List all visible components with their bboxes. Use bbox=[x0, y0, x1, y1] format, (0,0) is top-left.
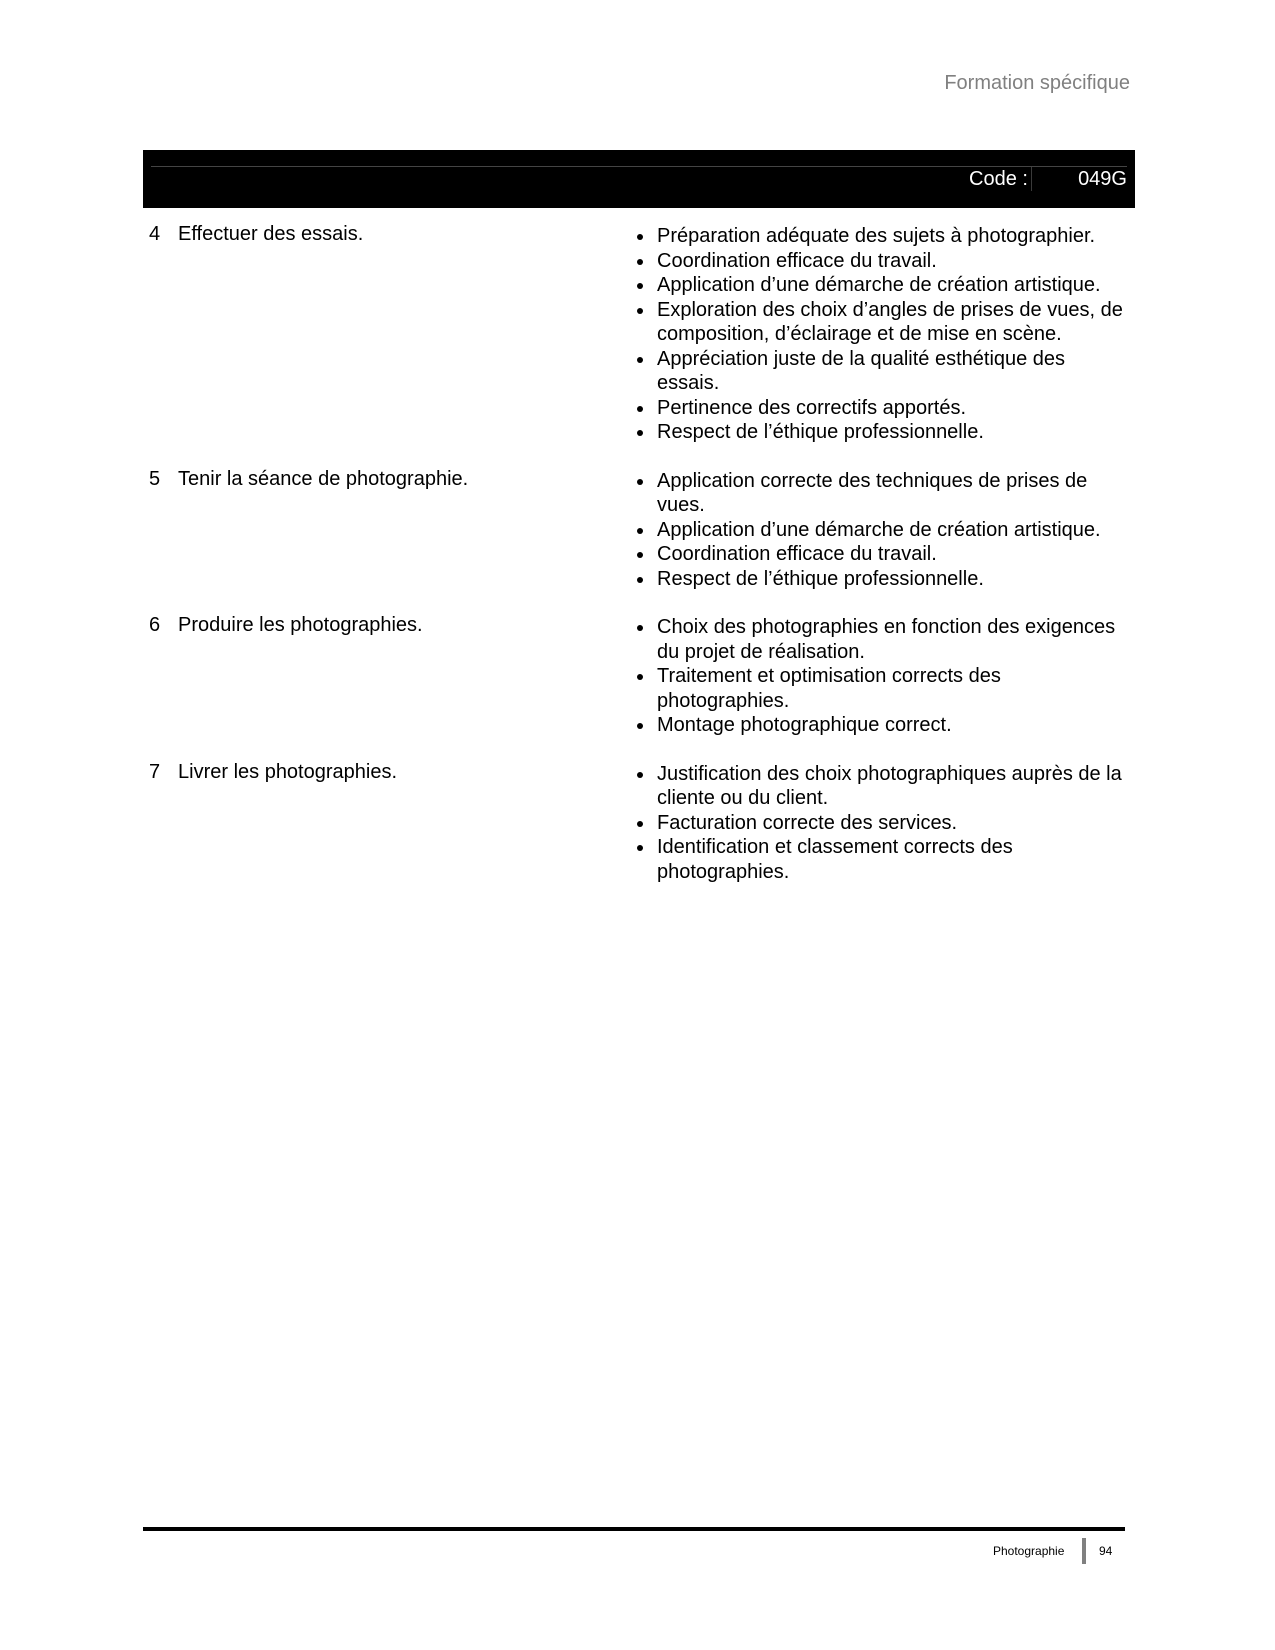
step-row bbox=[149, 613, 1135, 738]
footer-rule bbox=[143, 1527, 1125, 1531]
criteria-item: Application d’une démarche de création artistique. bbox=[633, 518, 1123, 543]
criteria-list bbox=[633, 762, 1123, 885]
criteria-item: Facturation correcte des services. bbox=[633, 811, 1123, 836]
criteria-item: Appréciation juste de la qualité esthétique des essais. bbox=[633, 347, 1123, 396]
page-number: 94 bbox=[1099, 1544, 1113, 1558]
criteria-item: Choix des photographies en fonction des exigences du projet de réalisation. bbox=[633, 615, 1123, 664]
step-row bbox=[149, 467, 1135, 592]
step-text: Effectuer des essais. bbox=[178, 223, 364, 245]
step-cell bbox=[149, 222, 633, 445]
step-number: 7 bbox=[149, 760, 161, 783]
criteria-item: Respect de l’éthique professionnelle. bbox=[633, 567, 1123, 592]
criteria-item: Respect de l’éthique professionnelle. bbox=[633, 420, 1123, 445]
step-number: 5 bbox=[149, 467, 161, 490]
step-row bbox=[149, 222, 1135, 445]
criteria-item: Montage photographique correct. bbox=[633, 713, 1123, 738]
criteria-item: Coordination efficace du travail. bbox=[633, 249, 1123, 274]
criteria-item: Exploration des choix d’angles de prises de vues, de composition, d’éclairage et de mise en scène. bbox=[633, 298, 1123, 347]
criteria-item: Coordination efficace du travail. bbox=[633, 542, 1123, 567]
steps-table bbox=[149, 222, 1135, 906]
criteria-item: Application correcte des techniques de prises de vues. bbox=[633, 469, 1123, 518]
criteria-item: Préparation adéquate des sujets à photographier. bbox=[633, 224, 1123, 249]
code-label: Code : bbox=[969, 168, 1028, 190]
criteria-item: Identification et classement corrects des photographies. bbox=[633, 835, 1123, 884]
step-cell bbox=[149, 760, 633, 885]
criteria-item: Application d’une démarche de création artistique. bbox=[633, 273, 1123, 298]
step-text: Livrer les photographies. bbox=[178, 760, 398, 783]
page-header-title: Formation spécifique bbox=[944, 72, 1130, 94]
criteria-item: Justification des choix photographiques auprès de la cliente ou du client. bbox=[633, 762, 1123, 811]
criteria-item: Traitement et optimisation corrects des photographies. bbox=[633, 664, 1123, 713]
criteria-list bbox=[633, 224, 1123, 445]
criteria-item: Pertinence des correctifs apportés. bbox=[633, 396, 1123, 421]
code-bar-rule bbox=[151, 166, 1127, 167]
step-cell bbox=[149, 613, 633, 738]
step-number: 6 bbox=[149, 614, 161, 636]
footer-divider bbox=[1082, 1538, 1086, 1564]
criteria-list bbox=[633, 615, 1123, 738]
code-value: 049G bbox=[1078, 168, 1127, 190]
code-bar bbox=[143, 150, 1135, 208]
step-text: Produire les photographies. bbox=[178, 614, 423, 636]
code-separator bbox=[1031, 167, 1032, 191]
step-number: 4 bbox=[149, 223, 161, 245]
step-cell bbox=[149, 467, 633, 592]
step-row bbox=[149, 760, 1135, 885]
footer-label: Photographie bbox=[993, 1544, 1065, 1558]
criteria-list bbox=[633, 469, 1123, 592]
step-text: Tenir la séance de photographie. bbox=[178, 467, 469, 490]
